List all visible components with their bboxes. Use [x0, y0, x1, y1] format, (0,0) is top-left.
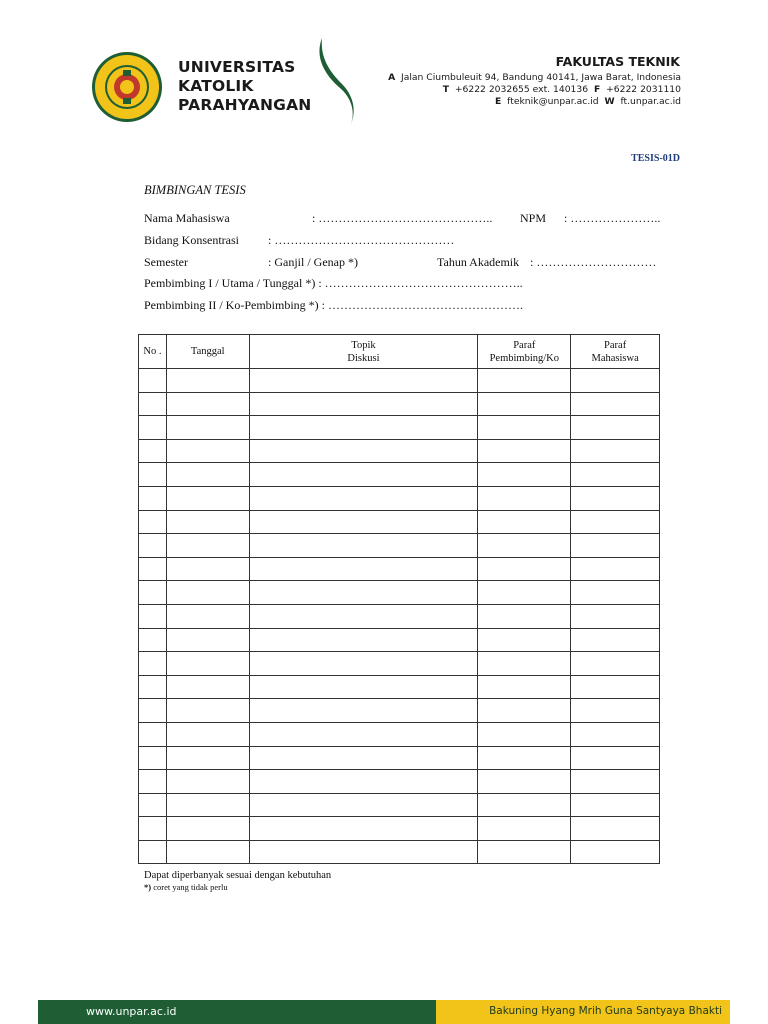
paraf-pembimbing-cell[interactable]	[478, 534, 571, 558]
tanggal-cell[interactable]	[166, 722, 249, 746]
topik-cell[interactable]	[249, 652, 478, 676]
no-cell[interactable]	[139, 840, 167, 864]
paraf-pembimbing-cell[interactable]	[478, 793, 571, 817]
topik-cell[interactable]	[249, 817, 478, 841]
table-row	[139, 840, 660, 864]
topik-cell[interactable]	[249, 369, 478, 393]
paraf-mahasiswa-cell[interactable]	[571, 439, 660, 463]
contact-line: E fteknik@unpar.ac.id W ft.unpar.ac.id	[495, 96, 681, 107]
paraf-pembimbing-cell[interactable]	[478, 652, 571, 676]
topik-cell[interactable]	[249, 463, 478, 487]
table-row	[139, 510, 660, 534]
no-cell[interactable]	[139, 652, 167, 676]
document-code: TESIS-01D	[631, 153, 680, 164]
tanggal-cell[interactable]	[166, 746, 249, 770]
paraf-pembimbing-cell[interactable]	[478, 675, 571, 699]
table-row	[139, 770, 660, 794]
topik-cell[interactable]	[249, 439, 478, 463]
paraf-mahasiswa-cell[interactable]	[571, 699, 660, 723]
paraf-mahasiswa-cell[interactable]	[571, 840, 660, 864]
paraf-mahasiswa-cell[interactable]	[571, 369, 660, 393]
no-cell[interactable]	[139, 770, 167, 794]
table-row	[139, 746, 660, 770]
semester-label: Semester	[144, 255, 188, 269]
table-row	[139, 675, 660, 699]
tanggal-cell[interactable]	[166, 557, 249, 581]
paraf-mahasiswa-cell[interactable]	[571, 486, 660, 510]
table-row	[139, 439, 660, 463]
address-line: A Jalan Ciumbuleuit 94, Bandung 40141, Jawa Barat, Indonesia	[388, 72, 681, 83]
footer-bar	[38, 1000, 730, 1024]
paraf-pembimbing-cell[interactable]	[478, 439, 571, 463]
faculty-title: FAKULTAS TEKNIK	[555, 54, 680, 69]
paraf-pembimbing-cell[interactable]	[478, 557, 571, 581]
paraf-pembimbing-cell[interactable]	[478, 628, 571, 652]
footnotes	[144, 870, 331, 892]
paraf-pembimbing-cell[interactable]	[478, 510, 571, 534]
paraf-pembimbing-cell[interactable]	[478, 486, 571, 510]
tanggal-cell[interactable]	[166, 369, 249, 393]
paraf-pembimbing-cell[interactable]	[478, 817, 571, 841]
topik-cell[interactable]	[249, 746, 478, 770]
paraf-mahasiswa-cell[interactable]	[571, 746, 660, 770]
topik-cell[interactable]	[249, 793, 478, 817]
paraf-pembimbing-cell[interactable]	[478, 722, 571, 746]
table-row	[139, 581, 660, 605]
table-row	[139, 628, 660, 652]
note-copy-as-needed: Dapat diperbanyak sesuai dengan kebutuhan	[144, 870, 332, 881]
tahun-akademik-label: Tahun Akademik	[437, 255, 520, 269]
pembimbing-1-field: Pembimbing I / Utama / Tunggal *) : …………………………………………..	[144, 276, 523, 290]
phone-line: T +6222 2032655 ext. 140136 F +6222 2031110	[442, 84, 681, 95]
no-cell[interactable]	[139, 817, 167, 841]
paraf-mahasiswa-cell[interactable]	[571, 628, 660, 652]
table-row	[139, 817, 660, 841]
nama-mahasiswa-label: Nama Mahasiswa	[144, 211, 230, 225]
paraf-mahasiswa-cell[interactable]	[571, 604, 660, 628]
header-tanggal: Tanggal	[166, 335, 249, 369]
table-row	[139, 486, 660, 510]
tahun-akademik-value: : …………………………	[530, 255, 657, 269]
paraf-mahasiswa-cell[interactable]	[571, 557, 660, 581]
table-row	[139, 652, 660, 676]
footer-motto: Bakuning Hyang Mrih Guna Santyaya Bhakti	[489, 1005, 722, 1017]
tanggal-cell[interactable]	[166, 392, 249, 416]
bidang-konsentrasi-value: : ………………………………………	[268, 233, 455, 247]
paraf-pembimbing-cell[interactable]	[478, 463, 571, 487]
bidang-konsentrasi-label: Bidang Konsentrasi	[144, 233, 239, 247]
no-cell[interactable]	[139, 628, 167, 652]
no-cell[interactable]	[139, 722, 167, 746]
no-cell[interactable]	[139, 510, 167, 534]
paraf-mahasiswa-cell[interactable]	[571, 510, 660, 534]
topik-cell[interactable]	[249, 557, 478, 581]
npm-value: : …………………..	[564, 211, 661, 225]
paraf-mahasiswa-cell[interactable]	[571, 463, 660, 487]
decorative-swoosh	[312, 36, 362, 128]
tanggal-cell[interactable]	[166, 652, 249, 676]
paraf-mahasiswa-cell[interactable]	[571, 416, 660, 440]
paraf-pembimbing-cell[interactable]	[478, 369, 571, 393]
paraf-pembimbing-cell[interactable]	[478, 840, 571, 864]
no-cell[interactable]	[139, 534, 167, 558]
tanggal-cell[interactable]	[166, 793, 249, 817]
paraf-pembimbing-cell[interactable]	[478, 416, 571, 440]
table-row	[139, 557, 660, 581]
university-seal-logo	[90, 50, 164, 124]
paraf-pembimbing-cell[interactable]	[478, 699, 571, 723]
header-paraf-mahasiswa: Paraf Mahasiswa	[571, 335, 660, 369]
tanggal-cell[interactable]	[166, 416, 249, 440]
tanggal-cell[interactable]	[166, 439, 249, 463]
tanggal-cell[interactable]	[166, 534, 249, 558]
header-no: No .	[139, 335, 167, 369]
paraf-mahasiswa-cell[interactable]	[571, 770, 660, 794]
no-cell[interactable]	[139, 746, 167, 770]
topik-cell[interactable]	[249, 534, 478, 558]
no-cell[interactable]	[139, 557, 167, 581]
document-title: BIMBINGAN TESIS	[144, 183, 246, 197]
tanggal-cell[interactable]	[166, 699, 249, 723]
table-header-row	[139, 335, 660, 369]
no-cell[interactable]	[139, 486, 167, 510]
table-row	[139, 369, 660, 393]
table-row	[139, 699, 660, 723]
topik-cell[interactable]	[249, 628, 478, 652]
tanggal-cell[interactable]	[166, 628, 249, 652]
no-cell[interactable]	[139, 463, 167, 487]
paraf-mahasiswa-cell[interactable]	[571, 392, 660, 416]
table-row	[139, 463, 660, 487]
paraf-mahasiswa-cell[interactable]	[571, 675, 660, 699]
topik-cell[interactable]	[249, 675, 478, 699]
topik-cell[interactable]	[249, 392, 478, 416]
topik-cell[interactable]	[249, 840, 478, 864]
no-cell[interactable]	[139, 793, 167, 817]
tanggal-cell[interactable]	[166, 510, 249, 534]
topik-cell[interactable]	[249, 486, 478, 510]
no-cell[interactable]	[139, 439, 167, 463]
paraf-pembimbing-cell[interactable]	[478, 581, 571, 605]
table-row	[139, 722, 660, 746]
pembimbing-2-field: Pembimbing II / Ko-Pembimbing *) : ………………………………………….	[144, 298, 523, 312]
topik-cell[interactable]	[249, 581, 478, 605]
tanggal-cell[interactable]	[166, 770, 249, 794]
university-name	[178, 58, 311, 115]
university-name-line-3: PARAHYANGAN	[178, 96, 312, 114]
tanggal-cell[interactable]	[166, 840, 249, 864]
tanggal-cell[interactable]	[166, 604, 249, 628]
semester-value: : Ganjil / Genap *)	[268, 255, 358, 269]
paraf-mahasiswa-cell[interactable]	[571, 581, 660, 605]
paraf-pembimbing-cell[interactable]	[478, 604, 571, 628]
note-strike-unneeded: *) coret yang tidak perlu	[144, 882, 228, 892]
tanggal-cell[interactable]	[166, 817, 249, 841]
paraf-mahasiswa-cell[interactable]	[571, 817, 660, 841]
nama-mahasiswa-value: : ……………………………………..	[312, 211, 493, 225]
paraf-mahasiswa-cell[interactable]	[571, 722, 660, 746]
university-name-line-2: KATOLIK	[178, 77, 254, 95]
footer-motto-band	[436, 1000, 730, 1024]
header-topik-diskusi: Topik Diskusi	[249, 335, 478, 369]
topik-cell[interactable]	[249, 722, 478, 746]
no-cell[interactable]	[139, 416, 167, 440]
no-cell[interactable]	[139, 369, 167, 393]
table-row	[139, 793, 660, 817]
paraf-pembimbing-cell[interactable]	[478, 746, 571, 770]
paraf-pembimbing-cell[interactable]	[478, 392, 571, 416]
footer-url[interactable]: www.unpar.ac.id	[86, 1005, 177, 1018]
tanggal-cell[interactable]	[166, 581, 249, 605]
no-cell[interactable]	[139, 675, 167, 699]
topik-cell[interactable]	[249, 416, 478, 440]
paraf-pembimbing-cell[interactable]	[478, 770, 571, 794]
table-row	[139, 416, 660, 440]
paraf-mahasiswa-cell[interactable]	[571, 534, 660, 558]
tanggal-cell[interactable]	[166, 486, 249, 510]
no-cell[interactable]	[139, 581, 167, 605]
paraf-mahasiswa-cell[interactable]	[571, 652, 660, 676]
npm-label: NPM	[520, 211, 547, 225]
topik-cell[interactable]	[249, 604, 478, 628]
table-row	[139, 534, 660, 558]
topik-cell[interactable]	[249, 510, 478, 534]
topik-cell[interactable]	[249, 770, 478, 794]
paraf-mahasiswa-cell[interactable]	[571, 793, 660, 817]
topik-cell[interactable]	[249, 699, 478, 723]
no-cell[interactable]	[139, 604, 167, 628]
table-body	[139, 369, 660, 864]
tanggal-cell[interactable]	[166, 675, 249, 699]
guidance-log-table	[138, 334, 660, 864]
table-row	[139, 392, 660, 416]
no-cell[interactable]	[139, 392, 167, 416]
header-paraf-pembimbing: Paraf Pembimbing/Ko	[478, 335, 571, 369]
no-cell[interactable]	[139, 699, 167, 723]
table-row	[139, 604, 660, 628]
university-name-line-1: UNIVERSITAS	[178, 58, 296, 76]
tanggal-cell[interactable]	[166, 463, 249, 487]
